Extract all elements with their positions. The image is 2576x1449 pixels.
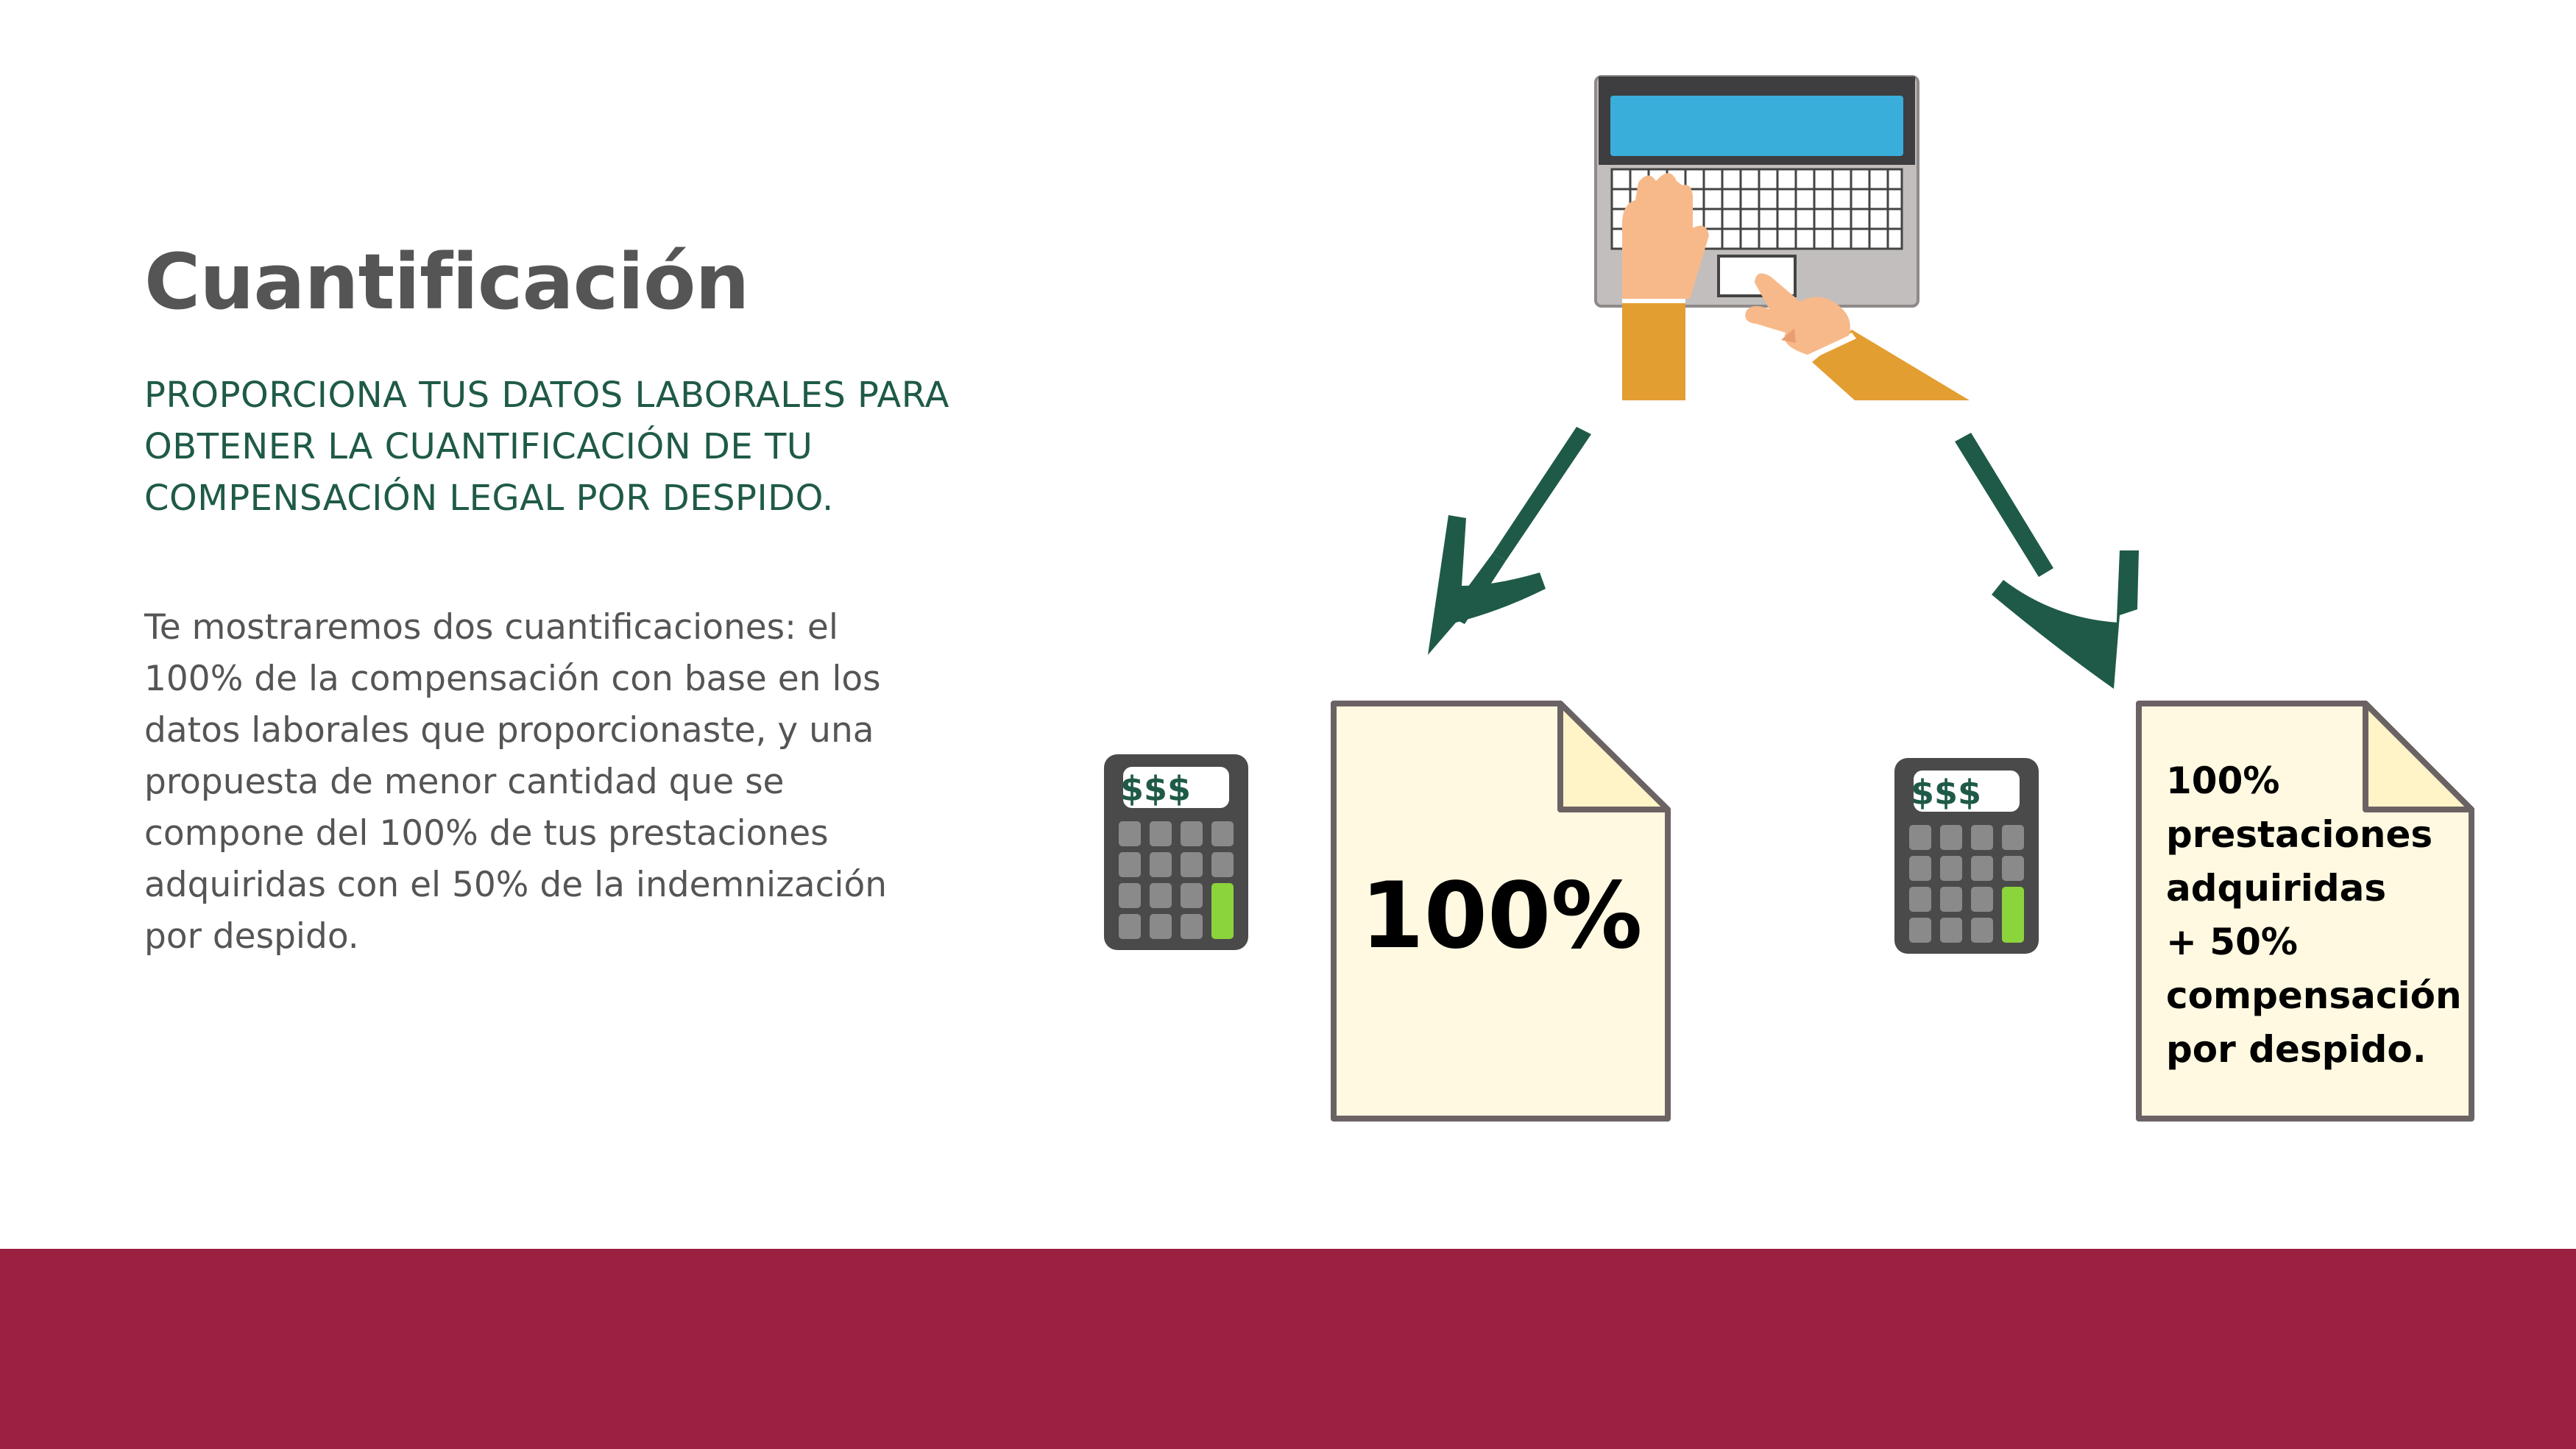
document-content (2166, 754, 2475, 1077)
document-line: prestaciones (2166, 813, 2433, 856)
document-line: adquiridas (2166, 867, 2387, 910)
document-line: + 50% (2166, 921, 2298, 963)
page-title: Cuantificación (144, 237, 749, 327)
laptop-typing-icon (1596, 77, 1970, 400)
calculator-icon (1894, 758, 2039, 954)
calculator-icon (1104, 754, 1248, 950)
calculator-label: $$$ (1119, 769, 1191, 809)
arrow-right-icon (1955, 433, 2139, 689)
document-line: 100% (2166, 759, 2280, 802)
document-value: 100% (1360, 863, 1643, 969)
page-description: Te mostraremos dos cuantificaciones: el 100% de la compensación con base en los datos laborales que proporcionaste, y una propuesta de menor cantidad que se compone del 100% de tus prestaciones adquiridas con el 50% de la indemnización por despido. (144, 607, 888, 957)
document-line: compensación (2166, 974, 2462, 1017)
page-subtitle: PROPORCIONA TUS DATOS LABORALES PARA OBTENER LA CUANTIFICACIÓN DE TU COMPENSACIÓN LEGAL POR DESPIDO. (144, 375, 949, 519)
arrow-left-icon (1428, 427, 1591, 655)
document-line: por despido. (2166, 1028, 2427, 1071)
calculator-label: $$$ (1910, 773, 1981, 812)
footer-bar (0, 1249, 2576, 1449)
